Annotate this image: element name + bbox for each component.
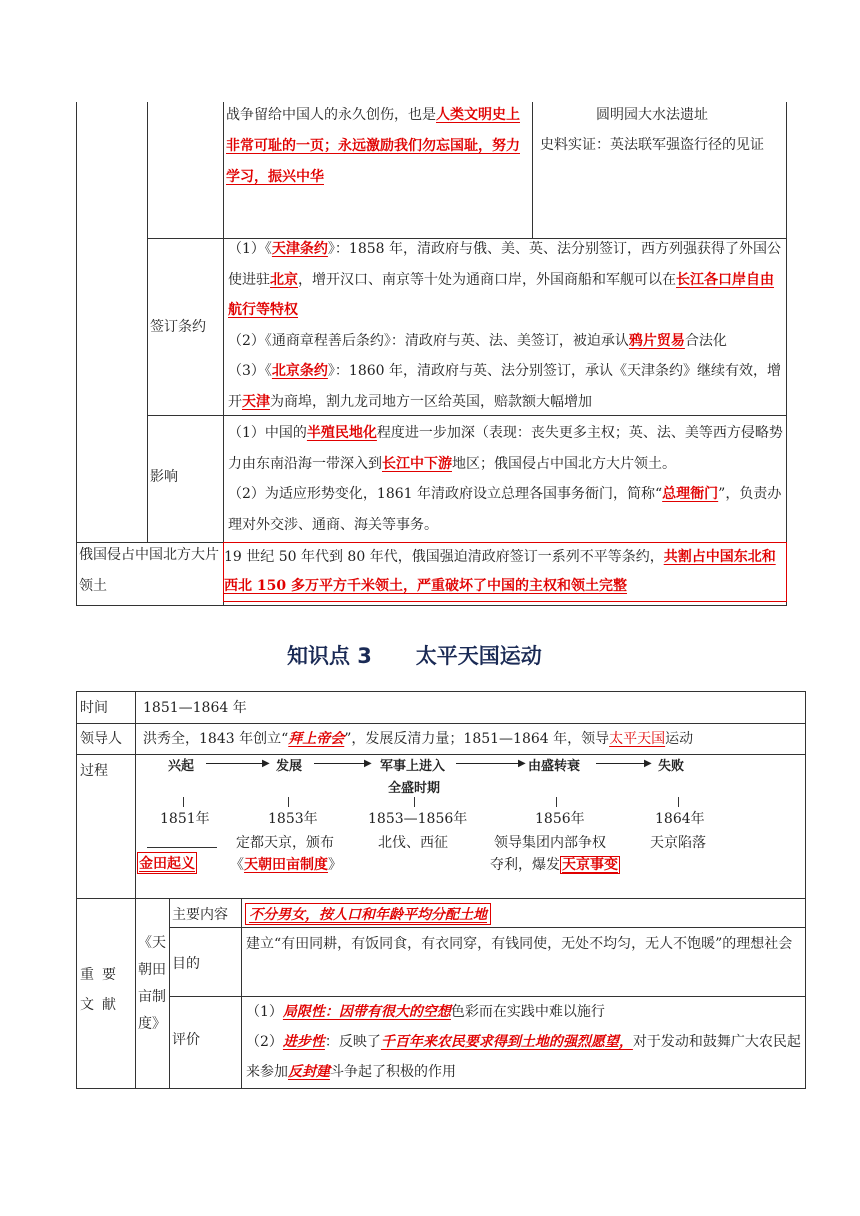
tick-5	[678, 797, 679, 807]
tick-2	[288, 797, 289, 807]
damage-text: 战争留给中国人的永久创伤，也是人类文明史上非常可耻的一页；永远激励我们勿忘国耻，努力学习，振兴中华	[226, 107, 520, 185]
eval-label: 评价	[172, 1032, 200, 1048]
event-1: 金田起义	[137, 852, 197, 874]
image-caption-1: 圆明园大水法遗址	[596, 107, 708, 123]
stage-3-sub: 全盛时期	[388, 781, 441, 796]
year-2: 1853年	[268, 811, 318, 827]
event-5: 天京陷落	[650, 835, 706, 851]
stage-2: 发展	[276, 759, 303, 774]
arrow-2	[314, 763, 368, 764]
year-4: 1856年	[535, 811, 585, 827]
treaty-text: （1）《天津条约》：1858 年，清政府与俄、美、英、法分别签订，西方列强获得了外国公使进驻北京，增开汉口、南京等十处为通商口岸，外国商船和军舰可以在长江各口岸自由航行等特权 （2）《通商章程善后条约》：清政府与英、法、美签订，被迫承认鸦片贸易合法化 （3）《北京条约》：1860 年，清政府与英、法分别签订，承认《天津条约》继续有效，增开天津为商埠，割九龙司地方一区给英国，赔款额大幅增加	[228, 241, 781, 410]
time-value: 1851—1864 年	[143, 700, 247, 716]
impact-label: 影响	[150, 469, 178, 485]
year-3: 1853—1856年	[368, 811, 468, 827]
event-2a: 定都天京，颁布	[236, 835, 334, 851]
content-label: 主要内容	[172, 907, 228, 923]
stage-3: 军事上进入	[380, 759, 446, 774]
impact-text: （1）中国的半殖民地化程度进一步加深（表现：丧失更多主权；英、法、美等西方侵略势力由东南沿海一带深入到长江中下游地区；俄国侵占中国北方大片领土。 （2）为适应形势变化，1861 年清政府设立总理各国事务衙门，简称“总理衙门”，负责办理对外交涉、通商、海关等事务。	[228, 425, 783, 533]
event-3: 北伐、西征	[378, 835, 448, 851]
stage-5: 失败	[658, 759, 685, 774]
stage-1: 兴起	[168, 759, 195, 774]
arrow-4	[596, 763, 648, 764]
process-diagram	[136, 755, 806, 898]
arrow-1	[206, 763, 266, 764]
eval-text: （1）局限性：因带有很大的空想色彩而在实践中难以施行 （2）进步性：反映了千百年来农民要求得到土地的强烈愿望，对于发动和鼓舞广大农民起来参加反封建斗争起了积极的作用	[246, 1004, 801, 1080]
goal-label: 目的	[172, 956, 200, 972]
leader-text: 洪秀全，1843 年创立“拜上帝会”，发展反清力量；1851—1864 年，领导太平天国运动	[143, 731, 694, 747]
content-text: 不分男女，按人口和年龄平均分配土地	[245, 903, 491, 925]
arrow-1-head: ▶	[262, 758, 270, 769]
goal-text: 建立“有田同耕，有饭同食，有衣同穿，有钱同使，无处不均匀，无人不饱暖”的理想社会	[246, 936, 793, 952]
event-1-line	[147, 847, 217, 848]
section-heading: 知识点 3 太平天国运动	[287, 644, 542, 668]
process-label: 过程	[80, 763, 108, 779]
year-5: 1864年	[655, 811, 705, 827]
arrow-2-head: ▶	[364, 758, 372, 769]
event-2b: 《天朝田亩制度》	[230, 857, 342, 873]
year-1: 1851年	[160, 811, 210, 827]
treaty-label: 签订条约	[150, 319, 206, 335]
tick-4	[556, 797, 557, 807]
tick-3	[414, 797, 415, 807]
stage-4: 由盛转衰	[528, 759, 581, 774]
event-4b: 夺利，爆发 天京事变	[490, 857, 618, 873]
russia-text: 19 世纪 50 年代到 80 年代，俄国强迫清政府签订一系列不平等条约，共割占中国东北和西北 150 多万平方千米领土，严重破坏了中国的主权和领土完整	[223, 542, 787, 602]
leader-label: 领导人	[80, 731, 122, 747]
doc-label: 重要文献	[80, 967, 124, 1013]
time-label: 时间	[80, 700, 108, 716]
event-4a: 领导集团内部争权	[494, 835, 606, 851]
russia-label: 俄国侵占中国北方大片领土	[79, 547, 219, 594]
doc-name: 《天朝田亩制度》	[138, 935, 166, 1032]
image-caption-2: 史料实证：英法联军强盗行径的见证	[540, 137, 764, 153]
arrow-3	[456, 763, 522, 764]
arrow-4-head: ▶	[644, 758, 652, 769]
tick-1	[183, 797, 184, 807]
arrow-3-head: ▶	[518, 758, 526, 769]
